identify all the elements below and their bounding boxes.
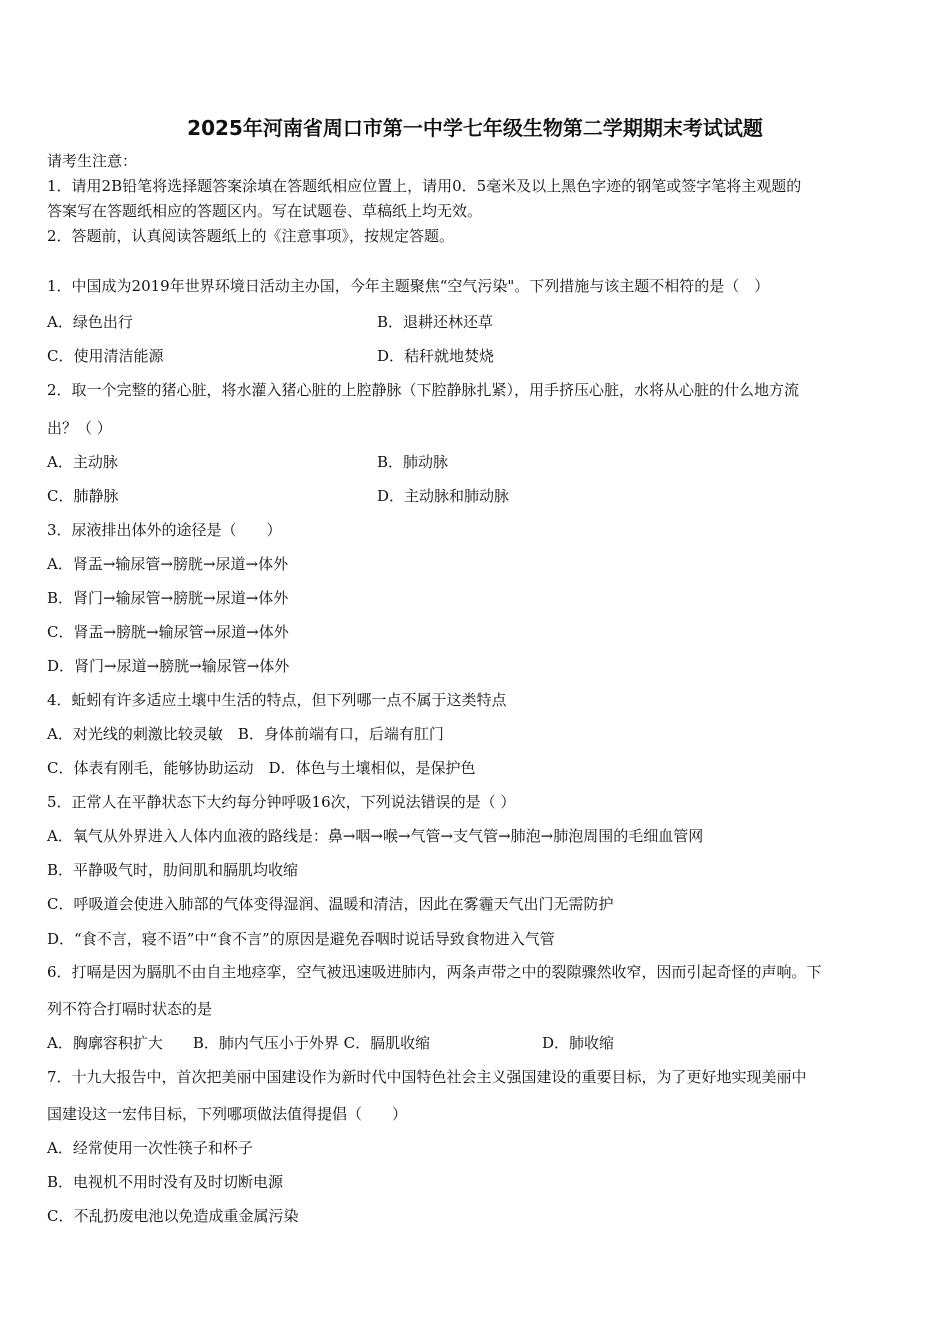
q2-stem-1: 2．取一个完整的猪心脏，将水灌入猪心脏的上腔静脉（下腔静脉扎紧），用手挤压心脏，水将从心脏的什么地方流 [47, 381, 800, 399]
q1-option-b: B．退耕还林还草 [377, 313, 494, 331]
q2-option-c: C．肺静脉 [47, 487, 119, 505]
q2-option-a: A．主动脉 [47, 453, 118, 471]
q3-option-a: A．肾盂→输尿管→膀胱→尿道→体外 [47, 555, 289, 573]
q7-stem-1: 7．十九大报告中，首次把美丽中国建设作为新时代中国特色社会主义强国建设的重要目标，为了更好地实现美丽中 [47, 1068, 807, 1086]
q1-option-c: C．使用清洁能源 [47, 347, 164, 365]
notice-line-2: 2．答题前，认真阅读答题纸上的《注意事项》，按规定答题。 [47, 227, 455, 245]
q5-option-b: B．平静吸气时，肋间肌和膈肌均收缩 [47, 861, 299, 879]
q6-option-d: D．肺收缩 [542, 1034, 615, 1052]
q6-options-abc: A．胸廓容积扩大 B．肺内气压小于外界 C．膈肌收缩 [47, 1034, 431, 1052]
q3-stem: 3．尿液排出体外的途径是（ ） [47, 521, 282, 539]
q2-option-b: B．肺动脉 [377, 453, 449, 471]
q3-option-d: D．肾门→尿道→膀胱→输尿管→体外 [47, 657, 290, 675]
q5-option-a: A．氧气从外界进入人体内血液的路线是：鼻→咽→喉→气管→支气管→肺泡→肺泡周围的毛细血管网 [47, 827, 704, 845]
q7-stem-2: 国建设这一宏伟目标，下列哪项做法值得提倡（ ） [47, 1105, 408, 1123]
q1-stem: 1．中国成为2019年世界环境日活动主办国，今年主题聚焦“空气污染"。下列措施与该主题不相符的是（ ） [47, 277, 770, 295]
q4-options-ab: A．对光线的刺激比较灵敏 B．身体前端有口，后端有肛门 [47, 725, 444, 743]
q3-option-c: C．肾盂→膀胱→输尿管→尿道→体外 [47, 623, 289, 641]
q5-stem: 5．正常人在平静状态下大约每分钟呼吸16次，下列说法错误的是（ ） [47, 793, 516, 811]
q5-option-d: D．“食不言，寝不语”中“食不言”的原因是避免吞咽时说话导致食物进入气管 [47, 930, 555, 948]
q4-options-cd: C．体表有刚毛，能够协助运动 D．体色与土壤相似，是保护色 [47, 759, 476, 777]
q4-stem: 4．蚯蚓有许多适应土壤中生活的特点，但下列哪一点不属于这类特点 [47, 691, 507, 709]
q5-option-c: C．呼吸道会使进入肺部的气体变得湿润、温暖和清洁，因此在雾霾天气出门无需防护 [47, 895, 614, 913]
q7-option-c: C．不乱扔废电池以免造成重金属污染 [47, 1207, 299, 1225]
q7-option-b: B．电视机不用时没有及时切断电源 [47, 1173, 284, 1191]
q3-option-b: B．肾门→输尿管→膀胱→尿道→体外 [47, 589, 289, 607]
q6-stem-2: 列不符合打嗝时状态的是 [47, 1000, 213, 1018]
page-title: 2025年河南省周口市第一中学七年级生物第二学期期末考试试题 [187, 116, 763, 140]
q1-option-a: A．绿色出行 [47, 313, 133, 331]
notice-line-1a: 1．请用2B铅笔将选择题答案涂填在答题纸相应位置上，请用0．5毫米及以上黑色字迹的钢笔或签字笔将主观题的 [47, 177, 802, 195]
q6-stem-1: 6．打嗝是因为膈肌不由自主地痉挛，空气被迅速吸进肺内，两条声带之中的裂隙骤然收窄，因而引起奇怪的声响。下 [47, 963, 822, 981]
q2-option-d: D．主动脉和肺动脉 [377, 487, 510, 505]
q2-stem-2: 出？（ ） [47, 419, 112, 437]
q7-option-a: A．经常使用一次性筷子和杯子 [47, 1139, 253, 1157]
notice-heading: 请考生注意： [47, 152, 138, 170]
notice-line-1b: 答案写在答题纸相应的答题区内。写在试题卷、草稿纸上均无效。 [47, 202, 483, 220]
q1-option-d: D．秸秆就地焚烧 [377, 347, 495, 365]
